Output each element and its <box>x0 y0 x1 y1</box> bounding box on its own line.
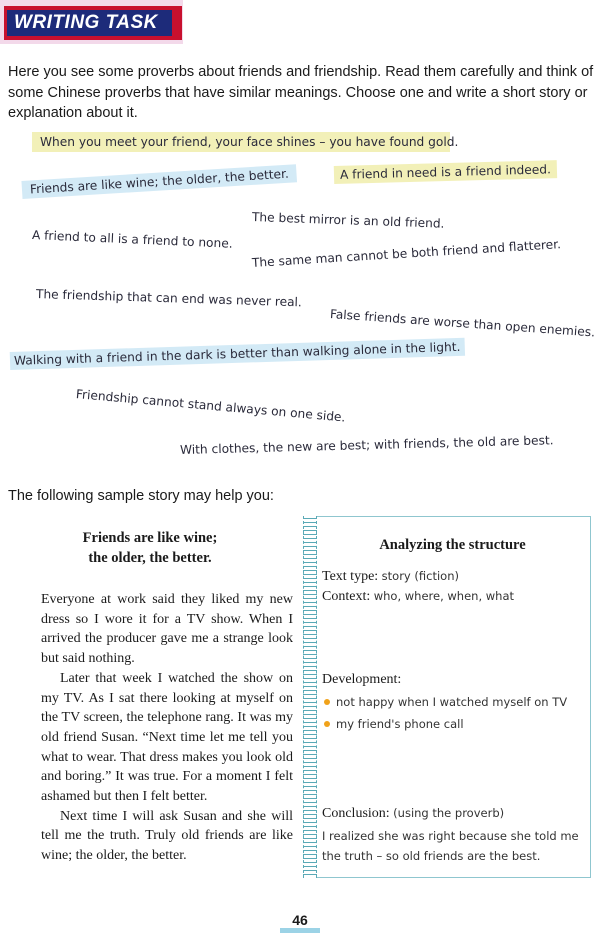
story-title-line: Friends are like wine; <box>82 530 218 546</box>
conclusion-note: (using the proverb) <box>393 806 505 820</box>
conclusion-label: Conclusion: <box>322 806 390 821</box>
proverb-item: A friend to all is a friend to none. <box>31 228 233 251</box>
context-value: who, where, when, what <box>373 589 515 603</box>
section-title: WRITING TASK <box>14 12 158 33</box>
proverb-item: With clothes, the new are best; with friends, the old are best. <box>179 433 554 457</box>
text-type-value: story (fiction) <box>381 569 459 583</box>
proverb-item: False friends are worse than open enemies. <box>329 307 596 340</box>
conclusion-text-line: I realized she was right because she told me <box>322 829 579 843</box>
development-item-text: not happy when I watched myself on TV <box>336 695 568 709</box>
proverb-item: The friendship that can end was never real. <box>35 287 303 310</box>
context-row <box>322 589 514 605</box>
page-number-underline <box>280 928 320 933</box>
text-type-row <box>322 569 459 585</box>
section-banner <box>0 0 183 44</box>
development-label: Development: <box>322 672 402 687</box>
story-title-line: the older, the better. <box>88 550 212 566</box>
conclusion-row <box>322 806 504 822</box>
story-body <box>41 590 293 866</box>
story-paragraph: Next time I will ask Susan and she will tell me the truth. Truly old friends are like wine; the older, the better. <box>41 808 293 864</box>
development-item-text: my friend's phone call <box>336 717 464 731</box>
development-item <box>324 717 464 731</box>
proverb-item: Friends are like wine; the older, the better. <box>21 164 297 199</box>
structure-title: Analyzing the structure <box>379 537 526 553</box>
proverb-item: Walking with a friend in the dark is better than walking alone in the light. <box>10 338 465 370</box>
proverb-item: The best mirror is an old friend. <box>251 210 445 231</box>
notebook-spiral-binding <box>303 516 317 878</box>
development-item <box>324 695 567 709</box>
bullet-icon <box>324 699 330 705</box>
story-title <box>60 528 240 568</box>
task-instructions: Here you see some proverbs about friends and friendship. Read them carefully and think of some Chinese proverbs that have similar meanings. Choose one and write a short story or explanation about it. <box>8 64 594 121</box>
page-number: 46 <box>292 912 308 928</box>
text-type-label: Text type: <box>322 569 379 584</box>
bullet-icon <box>324 721 330 727</box>
conclusion-text-line: the truth – so old friends are the best. <box>322 849 541 863</box>
proverb-item: The same man cannot be both friend and flatterer. <box>251 237 562 270</box>
context-label: Context: <box>322 589 371 604</box>
story-paragraph: Everyone at work said they liked my new dress so I wore it for a TV show. When I arrived the producer gave me a strange look but said nothing. <box>41 592 293 667</box>
story-paragraph: Later that week I watched the show on my TV. As I sat there looking at myself on the TV screen, the telephone rang. It was my old friend Susan. “Next time let me tell you what to wear. That dress makes you look old and boring.” It was true. For a moment I felt ashamed but then I felt better. <box>41 670 293 805</box>
proverb-item: When you meet your friend, your face shines – you have found gold. <box>32 132 450 152</box>
proverb-item: Friendship cannot stand always on one side. <box>75 387 346 425</box>
sample-intro-text: The following sample story may help you: <box>8 488 274 504</box>
proverb-item: A friend in need is a friend indeed. <box>334 160 557 184</box>
